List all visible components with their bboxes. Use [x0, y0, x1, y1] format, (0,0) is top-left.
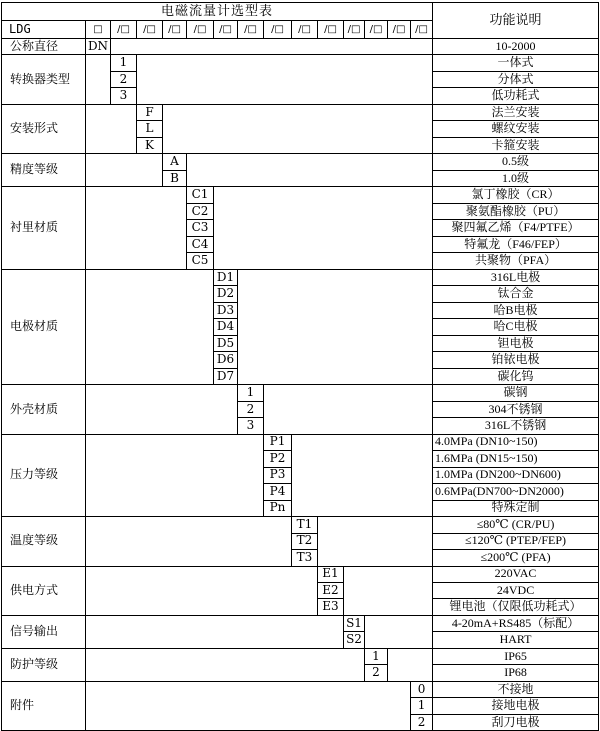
spacer-cell: [163, 104, 433, 153]
table-row: [2, 517, 599, 533]
option-desc: 碳钢: [433, 385, 599, 401]
option-code: L: [137, 121, 163, 137]
option-desc: 1.6MPa (DN15~150): [433, 451, 599, 467]
group-label: 防护等级: [2, 648, 86, 681]
option-code: 1: [238, 385, 264, 401]
option-desc: 304不锈钢: [433, 401, 599, 417]
code-box: /□: [187, 21, 214, 39]
spacer-cell: [86, 187, 187, 269]
code-box: /□: [292, 21, 318, 39]
spacer-cell: [344, 566, 433, 615]
option-desc: 碳化钨: [433, 368, 599, 384]
option-desc: 24VDC: [433, 582, 599, 598]
option-desc: 法兰安装: [433, 104, 599, 120]
option-desc: 螺纹安装: [433, 121, 599, 137]
option-code: T2: [292, 533, 318, 549]
spacer-cell: [187, 154, 433, 187]
option-desc: 氯丁橡胶（CR）: [433, 187, 599, 203]
option-desc: 接地电极: [433, 698, 599, 714]
option-desc: 铂铱电极: [433, 352, 599, 368]
option-code: 1: [111, 55, 137, 71]
table-row: [2, 434, 599, 450]
spacer-cell: [137, 55, 433, 104]
option-desc: 4.0MPa (DN10~150): [433, 434, 599, 450]
table-row: [2, 187, 599, 203]
table-row: [2, 104, 599, 120]
option-desc: 聚四氟乙烯（F4/PTFE）: [433, 220, 599, 236]
spacer-cell: [238, 269, 433, 384]
option-desc: 钛合金: [433, 286, 599, 302]
group-label: 转换器类型: [2, 55, 86, 104]
option-desc: 特氟龙（F46/FEP）: [433, 236, 599, 252]
option-code: K: [137, 137, 163, 153]
option-code: A: [163, 154, 187, 170]
option-desc: 不接地: [433, 681, 599, 697]
group-label: 电极材质: [2, 269, 86, 384]
spacer-cell: [86, 434, 264, 516]
option-code: Pn: [264, 500, 292, 516]
spacer-cell: [86, 615, 344, 648]
option-desc: 特殊定制: [433, 500, 599, 516]
option-code: 1: [365, 648, 388, 664]
table-row: [2, 648, 599, 664]
group-label: 供电方式: [2, 566, 86, 615]
option-desc: 0.5级: [433, 154, 599, 170]
table-row: [2, 154, 599, 170]
spacer-cell: [86, 517, 292, 566]
option-code: DN: [86, 39, 111, 55]
option-code: T3: [292, 550, 318, 566]
code-box: /□: [365, 21, 388, 39]
spacer-cell: [292, 434, 433, 516]
spacer-cell: [111, 39, 433, 55]
option-desc: 10-2000: [433, 39, 599, 55]
spacer-cell: [86, 385, 238, 434]
option-desc: 1.0级: [433, 170, 599, 186]
option-code: B: [163, 170, 187, 186]
table-row: [2, 566, 599, 582]
option-code: S2: [344, 632, 365, 648]
option-code: 0: [411, 681, 433, 697]
table-row: [2, 39, 599, 55]
spacer-cell: [388, 648, 433, 681]
table-row: [2, 615, 599, 631]
option-code: C3: [187, 220, 214, 236]
option-desc: 0.6MPa(DN700~DN2000): [433, 484, 599, 500]
option-code: E1: [318, 566, 344, 582]
option-desc: 钽电极: [433, 335, 599, 351]
option-desc: 316L电极: [433, 269, 599, 285]
option-desc: 1.0MPa (DN200~DN600): [433, 467, 599, 483]
option-desc: 卡箍安装: [433, 137, 599, 153]
option-desc: IP68: [433, 665, 599, 681]
option-code: P2: [264, 451, 292, 467]
option-desc: IP65: [433, 648, 599, 664]
spacer-cell: [86, 104, 137, 153]
code-box: /□: [264, 21, 292, 39]
option-desc: ≤120℃ (PTEP/FEP): [433, 533, 599, 549]
group-label: 安装形式: [2, 104, 86, 153]
code-box: /□: [111, 21, 137, 39]
option-code: 2: [411, 714, 433, 730]
option-desc: ≤80℃ (CR/PU): [433, 517, 599, 533]
option-code: D7: [214, 368, 238, 384]
option-code: F: [137, 104, 163, 120]
group-label: 信号输出: [2, 615, 86, 648]
spacer-cell: [86, 566, 318, 615]
page-title: 电磁流量计选型表: [2, 3, 433, 21]
spacer-cell: [214, 187, 433, 269]
table-row: [2, 3, 599, 21]
option-code: 2: [238, 401, 264, 417]
spacer-cell: [318, 517, 433, 566]
option-desc: 一体式: [433, 55, 599, 71]
group-label: 精度等级: [2, 154, 86, 187]
option-desc: 分体式: [433, 71, 599, 87]
code-box: /□: [411, 21, 433, 39]
option-code: D2: [214, 286, 238, 302]
option-code: 1: [411, 698, 433, 714]
option-code: S1: [344, 615, 365, 631]
option-desc: 哈C电极: [433, 319, 599, 335]
option-desc: 4-20mA+RS485（标配）: [433, 615, 599, 631]
spacer-cell: [86, 648, 365, 681]
option-code: E3: [318, 599, 344, 615]
option-code: 2: [111, 71, 137, 87]
table-row: [2, 385, 599, 401]
option-desc: 220VAC: [433, 566, 599, 582]
table-row: [2, 269, 599, 285]
option-desc: 聚氨酯橡胶（PU）: [433, 203, 599, 219]
option-code: D5: [214, 335, 238, 351]
option-code: P4: [264, 484, 292, 500]
option-code: C2: [187, 203, 214, 219]
option-code: T1: [292, 517, 318, 533]
group-label: 外壳材质: [2, 385, 86, 434]
option-code: C5: [187, 253, 214, 269]
spacer-cell: [86, 154, 163, 187]
option-desc: ≤200℃ (PFA): [433, 550, 599, 566]
code-box: □: [86, 21, 111, 39]
spacer-cell: [365, 615, 433, 648]
option-code: 2: [365, 665, 388, 681]
spacer-cell: [86, 269, 214, 384]
code-box: /□: [137, 21, 163, 39]
option-desc: 锂电池（仅限低功耗式）: [433, 599, 599, 615]
spacer-cell: [86, 681, 411, 730]
option-code: 3: [111, 88, 137, 104]
group-label: 公称直径: [2, 39, 86, 55]
spacer-cell: [86, 55, 111, 104]
group-label: 附件: [2, 681, 86, 730]
option-code: P3: [264, 467, 292, 483]
group-label: 压力等级: [2, 434, 86, 516]
model-code: LDG: [2, 21, 86, 39]
table-row: [2, 55, 599, 71]
option-desc: 刮刀电极: [433, 714, 599, 730]
code-box: /□: [388, 21, 411, 39]
selection-table: [1, 2, 599, 731]
option-desc: HART: [433, 632, 599, 648]
spacer-cell: [264, 385, 433, 434]
option-code: D4: [214, 319, 238, 335]
group-label: 温度等级: [2, 517, 86, 566]
desc-column-header: 功能说明: [433, 3, 599, 39]
table-row: [2, 681, 599, 697]
option-desc: 低功耗式: [433, 88, 599, 104]
option-code: D6: [214, 352, 238, 368]
group-label: 衬里材质: [2, 187, 86, 269]
code-box: /□: [214, 21, 238, 39]
code-box: /□: [318, 21, 344, 39]
option-code: D1: [214, 269, 238, 285]
code-box: /□: [344, 21, 365, 39]
option-code: 3: [238, 418, 264, 434]
code-box: /□: [238, 21, 264, 39]
option-code: P1: [264, 434, 292, 450]
code-box: /□: [163, 21, 187, 39]
option-code: D3: [214, 302, 238, 318]
option-desc: 316L不锈钢: [433, 418, 599, 434]
option-desc: 共聚物（PFA）: [433, 253, 599, 269]
option-desc: 哈B电极: [433, 302, 599, 318]
option-code: C1: [187, 187, 214, 203]
option-code: E2: [318, 582, 344, 598]
option-code: C4: [187, 236, 214, 252]
